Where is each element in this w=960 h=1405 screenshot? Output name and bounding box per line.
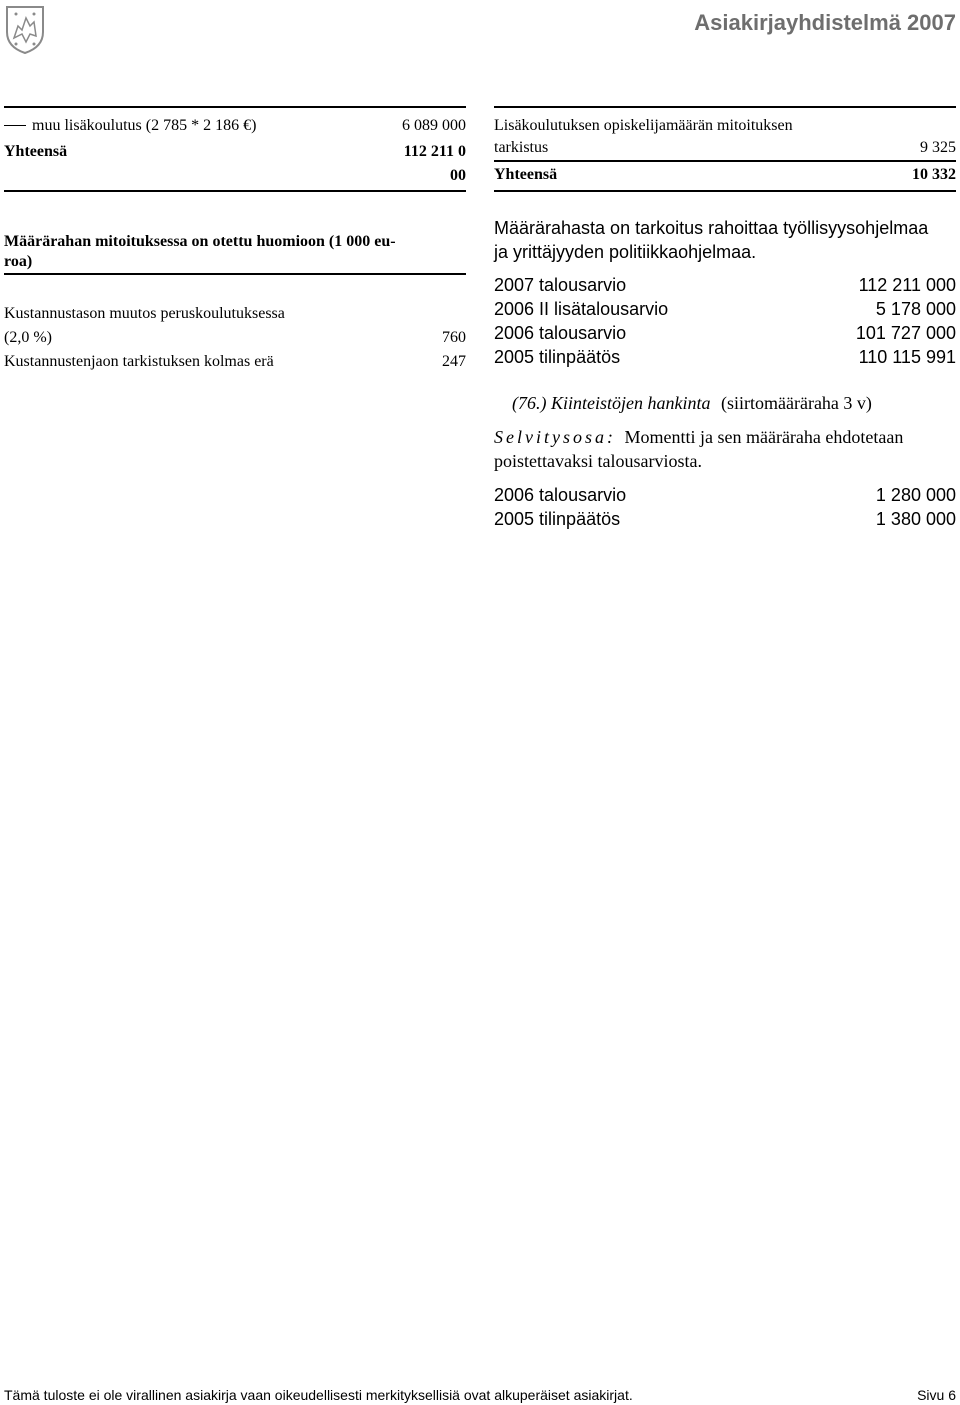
budget-label: 2005 tilinpäätös [494,347,621,367]
row-value: 6 089 000 [402,117,466,134]
row-label: Yhteensä [4,143,68,160]
budget-value: 5 178 000 [875,299,956,319]
divider [494,190,956,192]
budget-value: 112 211 000 [858,275,956,295]
divider [494,160,956,162]
budget-label: 2007 talousarvio [494,275,627,295]
row-value: 10 332 [912,166,956,183]
table-row [4,352,466,372]
paragraph-line: ja yrittäjyyden politiikkaohjelmaa. [494,242,757,262]
budget-label: 2006 talousarvio [494,323,627,343]
budget-table [494,273,956,369]
divider [4,273,466,275]
page-footer [4,1387,956,1403]
budget-value: 1 380 000 [875,509,956,529]
paragraph-line: poistettavaksi talousarviosta. [494,451,702,471]
purpose-paragraph [494,216,960,264]
divider [4,106,466,108]
budget-value: 101 727 000 [855,323,956,343]
document-title: Asiakirjayhdistelmä 2007 [694,10,956,35]
budget-row [494,297,956,321]
table-row-total [494,165,956,185]
row-label: Yhteensä [494,166,558,183]
paragraph-line: Momentti ja sen määräraha ehdotetaan [624,427,904,447]
table-row [4,328,466,348]
table-row-total-cont [4,166,466,186]
section-heading-title: (76.) Kiinteistöjen hankinta [512,393,711,413]
coat-of-arms-logo [4,4,46,54]
row-label: (2,0 %) [4,329,52,346]
row-label: Kustannustason muutos peruskoulutuksessa [4,305,285,322]
budget-row [494,321,956,345]
row-value: 760 [442,329,466,346]
table-row [4,116,466,136]
section-heading-note: (siirtomääräraha 3 v) [720,393,872,413]
budget-label: 2006 talousarvio [494,485,627,505]
budget-row [494,273,956,297]
row-value-cont: 00 [450,167,466,184]
footer-disclaimer: Tämä tuloste ei ole virallinen asiakirja vaan oikeudellisesti merkityksellisiä ovat alkuperäiset asiakirjat. [4,1387,633,1403]
budget-row [494,345,956,369]
table-header [4,232,466,272]
row-label: tarkistus [494,139,549,156]
row-value: 247 [442,353,466,370]
header-line: roa) [4,253,33,270]
page-number: Sivu 6 [917,1387,956,1403]
budget-label: 2006 II lisätalousarvio [494,299,669,319]
budget-value: 1 280 000 [875,485,956,505]
row-label: Lisäkoulutuksen opiskelijamäärän mitoituksen [494,117,793,134]
table-row-total [4,142,466,162]
row-value: 9 325 [920,139,956,156]
paragraph-line: Määrärahasta on tarkoitus rahoittaa työllisyysohjelmaa [494,218,929,238]
budget-table [494,483,956,531]
explanation-paragraph [494,425,960,473]
divider [494,106,956,108]
header-line: Määrärahan mitoituksessa on otettu huomioon (1 000 eu- [4,233,396,250]
explanation-label: Selvitysosa: [494,427,616,447]
row-label: muu lisäkoulutus (2 785 * 2 186 €) [32,117,257,134]
budget-row [494,483,956,507]
dash-mark [4,125,26,126]
row-label: Kustannustenjaon tarkistuksen kolmas erä [4,353,274,370]
row-value: 112 211 0 [403,143,466,160]
section-heading [512,391,872,415]
budget-label: 2005 tilinpäätös [494,509,621,529]
table-row [494,138,956,158]
divider [4,190,466,192]
budget-row [494,507,956,531]
budget-value: 110 115 991 [858,347,956,367]
